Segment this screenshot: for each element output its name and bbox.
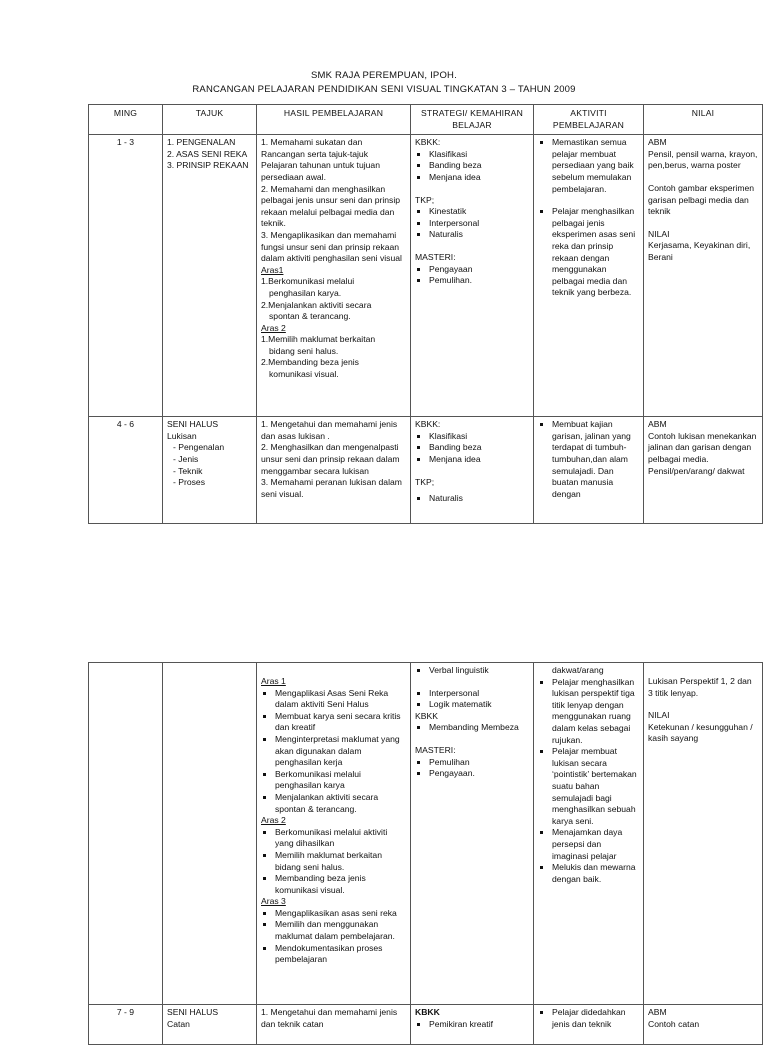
list-item: ▪ Naturalis <box>429 493 529 505</box>
strategi-cell <box>411 663 534 1005</box>
tajuk-line: 3. PRINSIP REKAAN <box>167 160 249 171</box>
strategi-cell <box>411 417 534 524</box>
masteri-label: MASTERI: <box>415 251 456 262</box>
aktiviti-list <box>538 1007 639 1030</box>
list-item: ▪ Mengaplikasikan asas seni reka <box>275 908 406 920</box>
strategi-cell <box>411 135 534 417</box>
nilai-cell <box>644 1005 763 1045</box>
hasil-text: bidang seni halus. <box>269 345 339 356</box>
masteri-label: MASTERI: <box>415 744 456 755</box>
list-item: ▪ Memilih maklumat berkaitan bidang seni halus. <box>275 850 406 873</box>
list-item: ▪ Pengayaan <box>429 264 529 276</box>
hasil-text: 2. Memahami dan menghasilkan pelbagai jenis unsur seni dan prinsip rekaan melalui pelbagai media dan teknik. <box>261 183 401 229</box>
tkp-label: TKP; <box>415 476 435 487</box>
aras3-list <box>261 908 406 966</box>
hasil-text: 1.Berkomunikasi melalui <box>261 276 355 287</box>
aktiviti-text: dakwat/arang <box>552 665 604 675</box>
col-header-strategi: STRATEGI/ KEMAHIRAN BELAJAR <box>411 105 534 135</box>
nilai-label: NILAI <box>648 710 670 721</box>
table-header-row <box>89 105 763 135</box>
list-item: ▪ Kinestatik <box>429 206 529 218</box>
col-header-tajuk: TAJUK <box>163 105 257 135</box>
masteri-list <box>415 264 529 287</box>
ming-cell <box>89 663 163 1005</box>
aktiviti-list <box>538 419 639 500</box>
list-item: ▪ Mendokumentasikan proses pembelajaran <box>275 943 406 966</box>
abm-label: ABM <box>648 137 667 148</box>
list-item: ▪ Menjalankan aktiviti secara spontan & terancang. <box>275 792 406 815</box>
nilai-text: Contoh catan <box>648 1018 700 1029</box>
kbkk-list <box>415 149 529 184</box>
nilai-cell <box>644 663 763 1005</box>
list-item: ▪ Logik matematik <box>429 699 529 711</box>
tkp-list <box>415 206 529 241</box>
list-item: ▪ Interpersonal <box>429 688 529 700</box>
list-item: ▪ Mengaplikasi Asas Seni Reka dalam aktiviti Seni Halus <box>275 688 406 711</box>
aktiviti-cell <box>534 663 644 1005</box>
list-item: ▪ Verbal linguistik <box>429 665 529 677</box>
hasil-text: 1.Memilih maklumat berkaitan <box>261 334 376 345</box>
col-header-aktiviti: AKTIVITI PEMBELAJARAN <box>534 105 644 135</box>
list-item: ▪ Membuat karya seni secara kritis dan kreatif <box>275 711 406 734</box>
tajuk-line: Lukisan <box>167 430 197 441</box>
nilai-label: NILAI <box>648 228 670 239</box>
hasil-text: 1. Memahami sukatan dan Rancangan serta tajuk-tajuk Pelajaran tahunan untuk tujuan persediaan awal. <box>261 137 380 182</box>
kbkk-list <box>415 1019 529 1031</box>
ming-cell: 1 - 3 <box>89 135 163 417</box>
lesson-plan-table-1 <box>88 104 763 524</box>
tajuk-line: SENI HALUS <box>167 1007 219 1017</box>
list-item: ▪ Klasifikasi <box>429 431 529 443</box>
hasil-text: 3. Memahami peranan lukisan dalam seni visual. <box>261 477 402 499</box>
school-name: SMK RAJA PEREMPUAN, IPOH. <box>311 70 457 81</box>
nilai-text: Ketekunan / kesungguhan / kasih sayang <box>648 721 753 744</box>
tajuk-list <box>167 442 252 488</box>
hasil-text: 2.Membanding beza jenis <box>261 357 359 368</box>
tajuk-cell <box>163 1005 257 1045</box>
aras-heading: Aras 1 <box>261 676 286 686</box>
list-item: ▪ Melukis dan mewarna dengan baik. <box>552 862 639 885</box>
list-item: ▪ Interpersonal <box>429 218 529 230</box>
list-item: - Jenis <box>183 454 252 466</box>
col-header-ming: MING <box>89 105 163 135</box>
list-item: ▪ Menajamkan daya persepsi dan imaginasi pelajar <box>552 827 639 862</box>
masteri-list <box>415 757 529 780</box>
kbkk-label: KBKK: <box>415 419 441 430</box>
list-item: ▪ Pemikiran kreatif <box>429 1019 529 1031</box>
list-item: ▪ Memastikan semua pelajar membuat persediaan yang baik sebelum memulakan pembelajaran. <box>552 137 639 195</box>
col-header-nilai: NILAI <box>644 105 763 135</box>
tajuk-line: 1. PENGENALAN <box>167 137 236 148</box>
list-item: ▪ Membanding Membeza <box>429 722 529 734</box>
table-row <box>89 135 763 417</box>
list-item: ▪ Menjana idea <box>429 172 529 184</box>
hasil-cell <box>257 417 411 524</box>
tajuk-line: Catan <box>167 1018 190 1029</box>
strategi-list <box>415 665 529 677</box>
kbkk-list <box>415 722 529 734</box>
list-item: ▪ Banding beza <box>429 160 529 172</box>
tkp-list <box>415 493 529 505</box>
aras-heading: Aras1 <box>261 264 284 275</box>
list-item: ▪ Pengayaan. <box>429 768 529 780</box>
strategi-list <box>415 688 529 711</box>
hasil-text: komunikasi visual. <box>269 369 339 380</box>
list-item: ▪ Memilih dan menggunakan maklumat dalam pembelajaran. <box>275 919 406 942</box>
list-item: - Pengenalan <box>183 442 252 454</box>
list-item: ▪ Pelajar menghasilkan pelbagai jenis eksperimen asas seni reka dan prinsip rekaan dengan menggunakan pelbagai media dan teknik yang berbeza. <box>552 206 639 299</box>
list-item: ▪ Banding beza <box>429 442 529 454</box>
hasil-text: 2. Menghasilkan dan mengenalpasti unsur seni dan prinsip rekaan dalam menggambar secara lukisan <box>261 442 400 476</box>
list-item: ▪ Berkomunikasi melalui penghasilan karya <box>275 769 406 792</box>
abm-label: ABM <box>648 1007 667 1017</box>
list-item: ▪ Menginterpretasi maklumat yang akan digunakan dalam penghasilan kerja <box>275 734 406 769</box>
col-header-hasil: HASIL PEMBELAJARAN <box>257 105 411 135</box>
strategi-cell <box>411 1005 534 1045</box>
hasil-text: penghasilan karya. <box>269 287 342 298</box>
hasil-text: 3. Mengaplikasikan dan memahami fungsi unsur seni dan prinsip rekaan dalam aktiviti penghasilan seni visual <box>261 229 402 264</box>
tkp-label: TKP; <box>415 194 435 205</box>
tajuk-cell <box>163 135 257 417</box>
aktiviti-cell <box>534 1005 644 1045</box>
list-item: ▪ Menjana idea <box>429 454 529 466</box>
ming-cell: 7 - 9 <box>89 1005 163 1045</box>
hasil-text: spontan & terancang. <box>269 311 351 322</box>
aktiviti-list <box>538 137 639 299</box>
contoh-text: Contoh gambar eksperimen garisan pelbagi media dan teknik <box>648 182 755 217</box>
aras-heading: Aras 3 <box>261 896 286 907</box>
hasil-text: 2.Menjalankan aktiviti secara <box>261 299 372 310</box>
aras-heading: Aras 2 <box>261 322 286 333</box>
list-item: - Proses <box>183 477 252 489</box>
list-item: - Teknik <box>183 466 252 478</box>
aras-heading: Aras 2 <box>261 815 286 826</box>
table-row <box>89 663 763 1005</box>
aktiviti-cell <box>534 135 644 417</box>
nilai-text: Kerjasama, Keyakinan diri, Berani <box>648 240 751 262</box>
abm-text: Pensil, pensil warna, krayon, pen,berus, warna poster <box>648 148 758 171</box>
list-item: ▪ Klasifikasi <box>429 149 529 161</box>
kbkk-list <box>415 431 529 466</box>
list-item: ▪ Pelajar menghasilkan lukisan perspektif tiga titik lenyap dengan menggunakan ruang dalam kelas sebagai rujukan. <box>552 677 639 747</box>
aras1-list <box>261 688 406 816</box>
table-row <box>89 417 763 524</box>
kbkk-label: KBKK: <box>415 137 441 148</box>
table-row <box>89 1005 763 1045</box>
list-item: ▪ Naturalis <box>429 229 529 241</box>
list-item: ▪ Membanding beza jenis komunikasi visual. <box>275 873 406 896</box>
tajuk-line: SENI HALUS <box>167 419 219 430</box>
lesson-plan-table-2 <box>88 662 763 1045</box>
list-item: ▪ Berkomunikasi melalui aktiviti yang dihasilkan <box>275 827 406 850</box>
list-item: ▪ Pelajar membuat lukisan secara ‘pointistik’ bertemakan suatu bahan semulajadi bagi menghasilkan sebuah karya seni. <box>552 746 639 827</box>
abm-label: ABM <box>648 419 667 430</box>
aktiviti-list <box>538 677 639 886</box>
nilai-text: Lukisan Perspektif 1, 2 dan 3 titik lenyap. <box>648 676 752 698</box>
list-item: ▪ Pemulihan. <box>429 275 529 287</box>
nilai-cell <box>644 135 763 417</box>
tajuk-line: 2. ASAS SENI REKA <box>167 148 248 159</box>
kbkk-label: KBKK <box>415 710 438 721</box>
hasil-cell <box>257 663 411 1005</box>
hasil-cell <box>257 1005 411 1045</box>
list-item: ▪ Pelajar didedahkan jenis dan teknik <box>552 1007 639 1030</box>
hasil-cell <box>257 135 411 417</box>
list-item: ▪ Pemulihan <box>429 757 529 769</box>
hasil-text: 1. Mengetahui dan memahami jenis dan asas lukisan . <box>261 419 398 441</box>
tajuk-cell <box>163 417 257 524</box>
aktiviti-cell <box>534 417 644 524</box>
aras2-list <box>261 827 406 897</box>
document-title: RANCANGAN PELAJARAN PENDIDIKAN SENI VISUAL TINGKATAN 3 – TAHUN 2009 <box>192 84 576 95</box>
tajuk-cell <box>163 663 257 1005</box>
nilai-cell <box>644 417 763 524</box>
kbkk-label: KBKK <box>415 1007 440 1017</box>
nilai-text: Contoh lukisan menekankan jalinan dan garisan dengan pelbagai media. Pensil/pen/arang/ dakwat <box>648 430 757 476</box>
list-item: ▪ Membuat kajian garisan, jalinan yang terdapat di tumbuh-tumbuhan,dan alam semulajadi. Dan buatan manusia dengan <box>552 419 639 500</box>
hasil-text: 1. Mengetahui dan memahami jenis dan teknik catan <box>261 1007 398 1029</box>
ming-cell: 4 - 6 <box>89 417 163 524</box>
